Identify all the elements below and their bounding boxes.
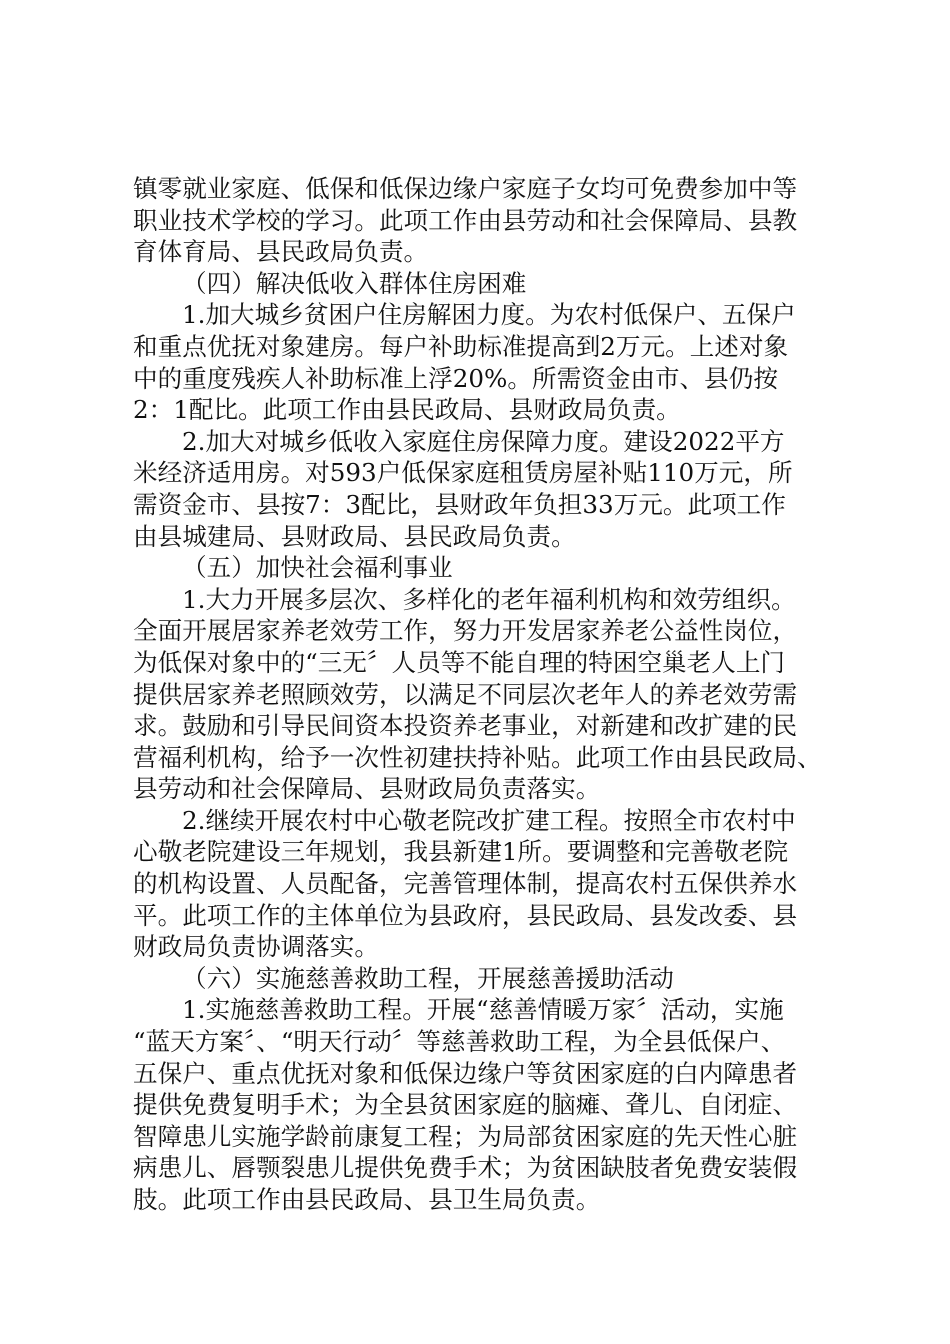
paragraph-start-line: 2.加大对城乡低收入家庭住房保障力度。建设2022平方 <box>182 426 785 456</box>
paragraph-line: 和重点优抚对象建房。每户补助标准提高到2万元。上述对象 <box>133 331 789 361</box>
paragraph-start-line: （四）解决低收入群体住房困难 <box>182 268 527 298</box>
paragraph-line: 肢。此项工作由县民政局、县卫生局负责。 <box>133 1185 601 1214</box>
paragraph-line: 提供居家养老照顾效劳，以满足不同层次老年人的养老效劳需 <box>133 679 798 709</box>
paragraph-line: 2：1配比。此项工作由县民政局、县财政局负责。 <box>133 395 681 425</box>
paragraph-line: 由县城建局、县财政局、县民政局负责。 <box>133 521 576 551</box>
paragraph-line: 全面开展居家养老效劳工作，努力开发居家养老公益性岗位， <box>133 616 798 646</box>
paragraph-start-line: 1.实施慈善救助工程。开展“慈善情暖万家〞活动，实施 <box>182 995 784 1025</box>
paragraph-line: 为低保对象中的“三无〞人员等不能自理的特困空巢老人上门 <box>133 647 786 677</box>
paragraph-start-line: （六）实施慈善救助工程，开展慈善援助活动 <box>182 963 674 993</box>
paragraph-line: 育体育局、县民政局负责。 <box>133 237 429 267</box>
paragraph-line: 财政局负责协调落实。 <box>133 932 379 962</box>
paragraph-line: 心敬老院建设三年规划，我县新建1所。要调整和完善敬老院 <box>133 837 789 867</box>
paragraph-start-line: 2.继续开展农村中心敬老院改扩建工程。按照全市农村中 <box>182 805 796 835</box>
paragraph-line: 求。鼓励和引导民间资本投资养老事业，对新建和改扩建的民 <box>133 711 798 741</box>
paragraph-line: 米经济适用房。对593户低保家庭租赁房屋补贴110万元，所 <box>133 458 793 488</box>
paragraph-line: 县劳动和社会保障局、县财政局负责落实。 <box>133 774 601 804</box>
paragraph-start-line: 1.大力开展多层次、多样化的老年福利机构和效劳组织。 <box>182 584 796 614</box>
paragraph-line: 提供免费复明手术；为全县贫困家庭的脑瘫、聋儿、自闭症、 <box>133 1090 798 1120</box>
paragraph-line: 职业技术学校的学习。此项工作由县劳动和社会保障局、县教 <box>133 205 798 235</box>
paragraph-line: 镇零就业家庭、低保和低保边缘户家庭子女均可免费参加中等 <box>133 174 798 203</box>
paragraph-line: 病患儿、唇颚裂患儿提供免费手术；为贫困缺肢者免费安装假 <box>133 1153 798 1183</box>
paragraph-line: 平。此项工作的主体单位为县政府，县民政局、县发改委、县 <box>133 900 798 930</box>
paragraph-line: 营福利机构，给予一次性初建扶持补贴。此项工作由县民政局、 <box>133 742 822 772</box>
document-page <box>133 173 823 1216</box>
paragraph-start-line: （五）加快社会福利事业 <box>182 553 453 583</box>
paragraph-line: “蓝天方案〞、“明天行动〞等慈善救助工程，为全县低保户、 <box>133 1027 786 1057</box>
paragraph-line: 五保户、重点优抚对象和低保边缘户等贫困家庭的白内障患者 <box>133 1058 798 1088</box>
paragraph-line: 中的重度残疾人补助标准上浮20%。所需资金由市、县仍按 <box>133 363 778 393</box>
paragraph-line: 的机构设置、人员配备，完善管理体制，提高农村五保供养水 <box>133 869 798 899</box>
paragraph-start-line: 1.加大城乡贫困户住房解困力度。为农村低保户、五保户 <box>182 300 796 330</box>
paragraph-line: 智障患儿实施学龄前康复工程；为局部贫困家庭的先天性心脏 <box>133 1121 798 1151</box>
paragraph-line: 需资金市、县按7：3配比，县财政年负担33万元。此项工作 <box>133 489 786 519</box>
